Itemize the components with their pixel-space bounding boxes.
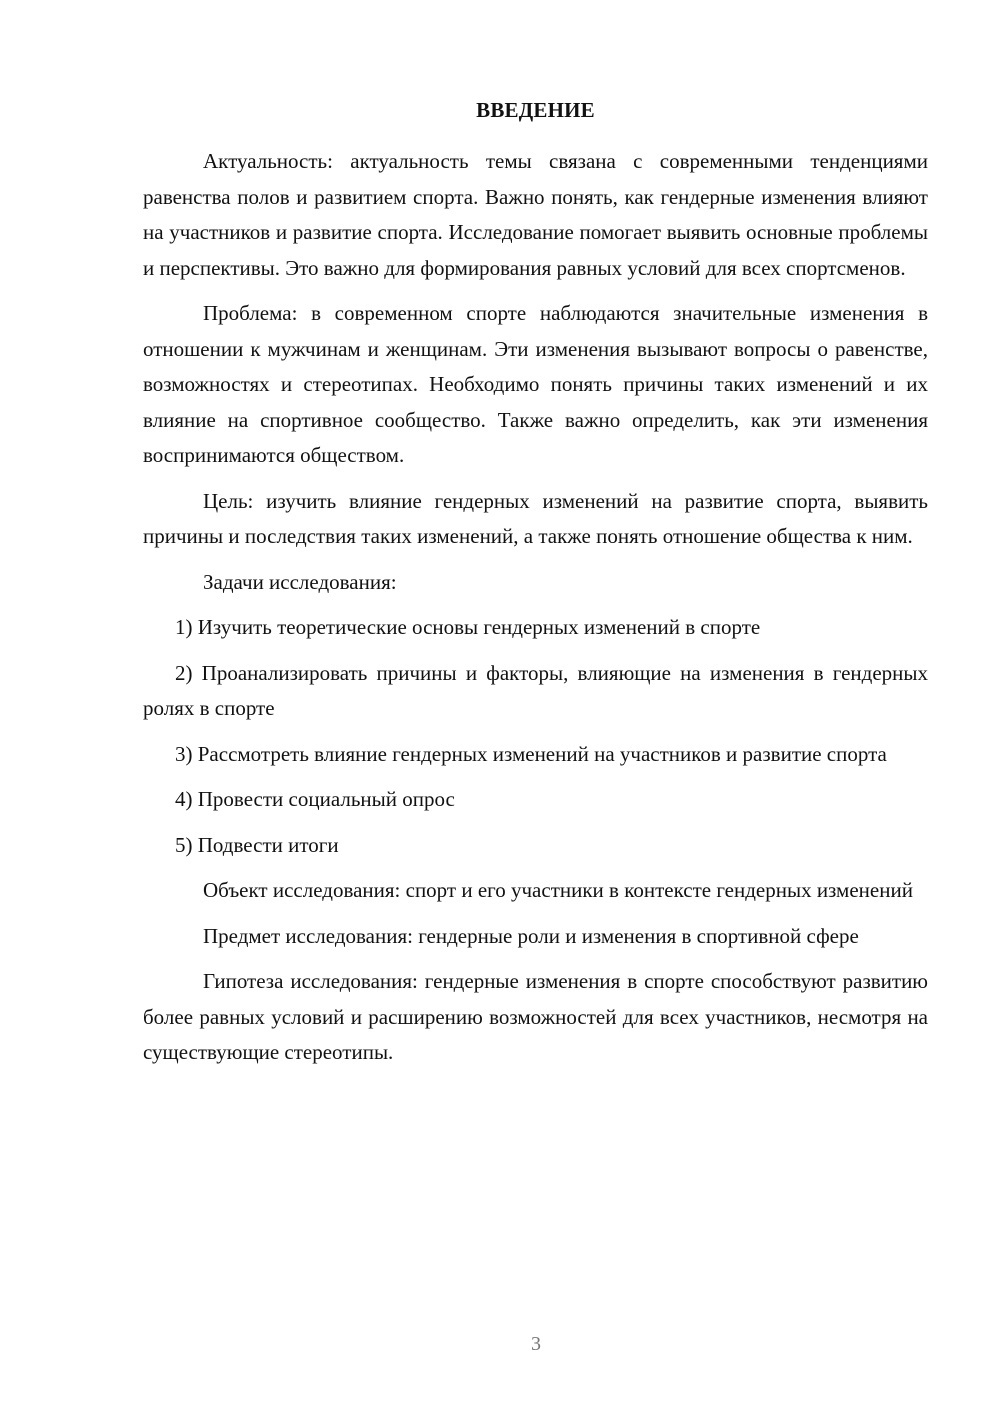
list-item: 2) Проанализировать причины и факторы, влияющие на изменения в гендерных ролях в спорте [143, 660, 928, 720]
document-page [143, 96, 928, 1081]
page-number: 3 [531, 1333, 541, 1355]
list-item: 4) Провести социальный опрос [175, 787, 455, 811]
section-heading: ВВЕДЕНИЕ [476, 98, 595, 122]
tasks-list [143, 610, 928, 863]
research-object-paragraph: Объект исследования: спорт и его участники в контексте гендерных изменений [203, 878, 913, 902]
research-subject-paragraph: Предмет исследования: гендерные роли и изменения в спортивной сфере [203, 923, 859, 948]
list-item: 1) Изучить теоретические основы гендерных изменений в спорте [175, 615, 761, 639]
list-item: 3) Рассмотреть влияние гендерных изменений на участников и развитие спорта [175, 741, 887, 766]
tasks-intro: Задачи исследования: [203, 569, 397, 594]
relevance-paragraph: Актуальность: актуальность темы связана с современными тенденциями равенства полов и развитием спорта. Важно понять, как гендерные изменения влияют на участников и развитие спорта. Исследование помогает выявить основные проблемы и перспективы. Это важно для формирования равных условий для всех спортсменов. [143, 149, 928, 280]
list-item: 5) Подвести итоги [175, 832, 339, 857]
goal-paragraph: Цель: изучить влияние гендерных изменений на развитие спорта, выявить причины и последствия таких изменений, а также понять отношение общества к ним. [143, 488, 928, 548]
hypothesis-paragraph: Гипотеза исследования: гендерные изменения в спорте способствуют развитию более равных условий и расширению возможностей для всех участников, несмотря на существующие стереотипы. [143, 969, 928, 1064]
problem-paragraph: Проблема: в современном спорте наблюдаются значительные изменения в отношении к мужчинам и женщинам. Эти изменения вызывают вопросы о равенстве, возможностях и стереотипах. Необходимо понять причины таких изменений и их влияние на спортивное сообщество. Также важно определить, как эти изменения воспринимаются обществом. [143, 301, 928, 467]
